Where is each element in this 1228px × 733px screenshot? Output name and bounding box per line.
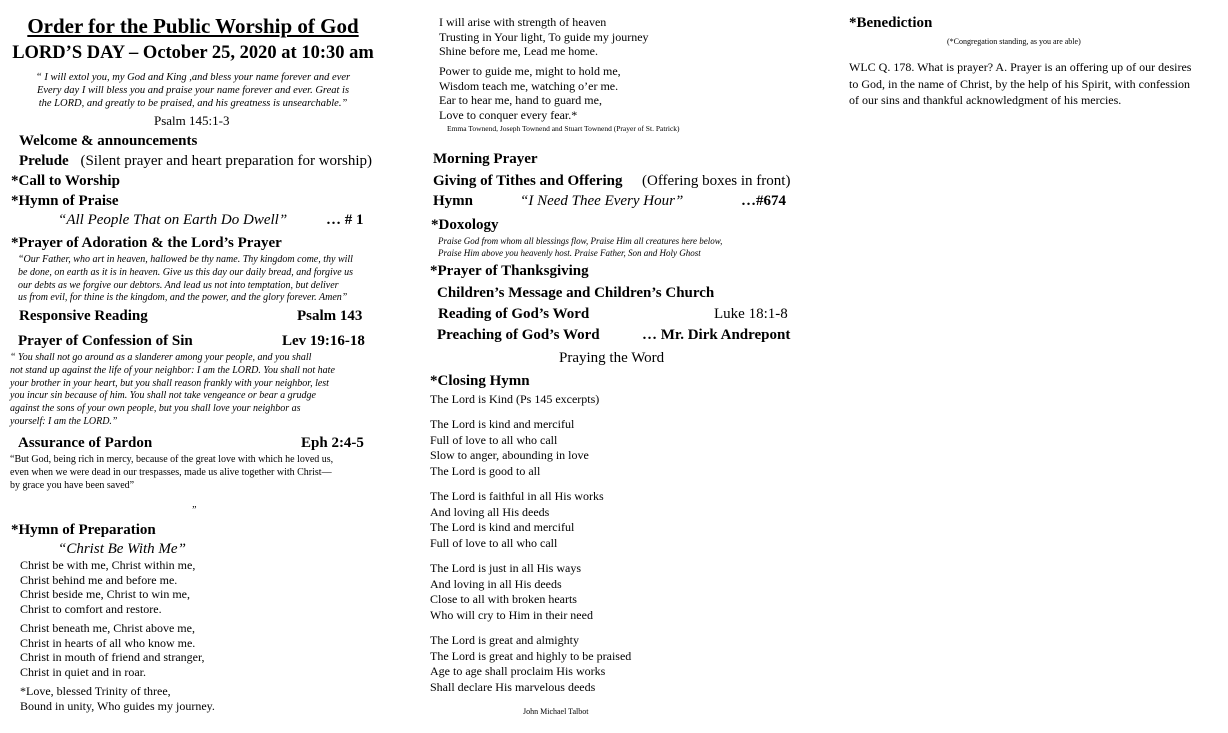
- hymn-title: “I Need Thee Every Hour”: [520, 193, 684, 209]
- tithes-label: Giving of Tithes and Offering: [433, 173, 623, 189]
- verse-line: Trusting in Your light, To guide my journey: [439, 29, 649, 44]
- doxology-text: [438, 236, 722, 259]
- doxology-line: Praise Him above you heavenly host. Praise Father, Son and Holy Ghost: [438, 247, 701, 258]
- hymn-of-preparation-title: “Christ Be With Me”: [58, 541, 186, 557]
- opening-quote: [10, 71, 376, 110]
- welcome-heading: Welcome & announcements: [19, 133, 198, 149]
- confession-line: “ You shall not go around as a slanderer among your people, and you shall: [10, 352, 312, 363]
- verse-line: The Lord is faithful in all His works: [430, 489, 604, 503]
- verse-line: And loving all His deeds: [430, 504, 550, 519]
- verse-line: Christ beneath me, Christ above me,: [20, 621, 195, 635]
- prayer-line: our debts as we forgive our debtors. And lead us not into temptation, but deliver: [18, 279, 339, 291]
- stray-quote-mark: ”: [191, 505, 197, 516]
- verse-line: Shall declare His marvelous deeds: [430, 680, 596, 695]
- verse-line: Christ beside me, Christ to win me,: [20, 587, 190, 601]
- verse-line: Shine before me, Lead me home.: [439, 44, 598, 58]
- hymn-of-praise-title: “All People That on Earth Do Dwell”: [58, 212, 288, 228]
- verse-line: Full of love to all who call: [430, 536, 558, 551]
- morning-prayer-heading: Morning Prayer: [433, 151, 538, 167]
- verse-line: Slow to anger, abounding in love: [430, 448, 589, 463]
- childrens-message: Children’s Message and Children’s Church: [437, 285, 715, 301]
- preaching-label: Preaching of God’s Word: [437, 327, 600, 343]
- prayer-line: “Our Father, who art in heaven, hallowed be thy name. Thy kingdom come, thy will: [18, 254, 353, 265]
- closing-stanza-4: [430, 633, 631, 696]
- pardon-line: by grace you have been saved”: [10, 479, 135, 491]
- wlc-line: of our sins and thankful acknowledgment of his mercies.: [849, 93, 1122, 107]
- praying-the-word: Praying the Word: [559, 350, 665, 366]
- hymn-of-praise-number: … # 1: [326, 212, 364, 228]
- prep-stanza-3: [20, 684, 215, 713]
- middle-column: [420, 0, 820, 733]
- confession-line: not stand up against the life of your neighbor: I am the LORD. You shall not hate: [10, 364, 335, 376]
- hymn-continued-stanza-2: [439, 64, 621, 122]
- hymn-label: Hymn: [433, 193, 474, 209]
- prelude-label: Prelude: [19, 153, 69, 169]
- verse-line: Power to guide me, might to hold me,: [439, 64, 621, 78]
- closing-stanza-1: [430, 417, 589, 480]
- hymn-number: …#674: [741, 193, 786, 209]
- prelude-row: [19, 153, 372, 170]
- closing-hymn-credit: John Michael Talbot: [523, 707, 589, 716]
- pardon-line: even when we were dead in our trespasses, made us alive together with Christ—: [10, 466, 332, 478]
- pardon-text: [10, 454, 333, 492]
- verse-line: Christ behind me and before me.: [20, 572, 178, 587]
- prelude-note: (Silent prayer and heart preparation for worship): [80, 153, 373, 169]
- benediction-heading: *Benediction: [849, 15, 933, 31]
- prep-stanza-2: [20, 621, 204, 679]
- verse-line: Who will cry to Him in their need: [430, 608, 593, 623]
- confession-text: [10, 352, 335, 429]
- adoration-heading: *Prayer of Adoration & the Lord’s Prayer: [11, 235, 282, 251]
- preacher-name: … Mr. Dirk Andrepont: [642, 327, 791, 343]
- verse-line: Full of love to all who call: [430, 432, 558, 447]
- closing-stanza-3: [430, 561, 593, 624]
- verse-line: Ear to hear me, hand to guard me,: [439, 93, 602, 107]
- verse-line: Christ to comfort and restore.: [20, 601, 162, 616]
- confession-label: Prayer of Confession of Sin: [18, 333, 193, 349]
- confession-line: you incur sin because of him. You shall not take vengeance or bear a grudge: [10, 390, 316, 402]
- wlc-line: to God, in the name of Christ, by the help of his Spirit, with confession: [849, 76, 1190, 91]
- left-column: [0, 0, 400, 733]
- prep-stanza-1: [20, 558, 195, 616]
- hymn-continued-stanza-1: [439, 15, 649, 59]
- confession-line: yourself: I am the LORD.”: [10, 415, 118, 427]
- closing-stanza-2: [430, 489, 604, 552]
- doxology-heading: *Doxology: [431, 217, 499, 233]
- closing-hymn-subtitle: The Lord is Kind (Ps 145 excerpts): [430, 392, 600, 406]
- verse-line: The Lord is kind and merciful: [430, 417, 575, 431]
- pardon-line: “But God, being rich in mercy, because of the great love with which he loved us,: [10, 454, 334, 465]
- prayer-line: us from evil, for thine is the kingdom, and the power, and the glory forever. Amen”: [18, 292, 348, 304]
- verse-line: The Lord is good to all: [430, 464, 541, 479]
- confession-line: your brother in your heart, but you shall reason frankly with your neighbor, lest: [10, 377, 329, 389]
- pardon-label: Assurance of Pardon: [18, 435, 153, 451]
- confession-ref: Lev 19:16-18: [282, 333, 365, 349]
- lords-prayer-text: [18, 254, 353, 305]
- verse-line: And loving in all His deeds: [430, 576, 562, 591]
- thanksgiving-heading: *Prayer of Thanksgiving: [430, 263, 589, 279]
- confession-line: against the sons of your own people, but you shall love your neighbor as: [10, 403, 301, 415]
- page-title: Order for the Public Worship of God: [27, 14, 359, 38]
- hymn-of-preparation-label: *Hymn of Preparation: [11, 522, 156, 538]
- verse-line: The Lord is great and highly to be praised: [430, 648, 632, 663]
- responsive-reading-label: Responsive Reading: [19, 308, 148, 324]
- verse-line: *Love, blessed Trinity of three,: [20, 684, 171, 698]
- responsive-reading-ref: Psalm 143: [297, 308, 363, 324]
- hymn-credit: Emma Townend, Joseph Townend and Stuart Townend (Prayer of St. Patrick): [447, 124, 680, 133]
- verse-line: Christ be with me, Christ within me,: [20, 558, 196, 572]
- quote-line: Every day I will bless you and praise your name forever and ever. Great is: [36, 85, 350, 96]
- call-to-worship: *Call to Worship: [11, 173, 120, 189]
- verse-line: Christ in mouth of friend and stranger,: [20, 650, 205, 664]
- service-date: LORD’S DAY – October 25, 2020 at 10:30 am: [12, 43, 374, 63]
- quote-line: “ I will extol you, my God and King ,and bless your name forever and ever: [35, 72, 351, 83]
- verse-line: Christ in hearts of all who know me.: [20, 635, 196, 650]
- standing-note: (*Congregation standing, as you are able): [947, 37, 1081, 46]
- reading-reference: Luke 18:1-8: [714, 306, 788, 322]
- right-column: [840, 0, 1220, 733]
- closing-hymn-heading: *Closing Hymn: [430, 373, 530, 389]
- verse-line: Wisdom teach me, watching o’er me.: [439, 78, 619, 93]
- hymn-of-praise-label: *Hymn of Praise: [11, 193, 119, 209]
- pardon-ref: Eph 2:4-5: [301, 435, 364, 451]
- doxology-line: Praise God from whom all blessings flow, Praise Him all creatures here below,: [438, 236, 723, 246]
- verse-line: Close to all with broken hearts: [430, 592, 577, 607]
- reading-label: Reading of God’s Word: [438, 306, 590, 322]
- opening-reference: Psalm 145:1-3: [154, 113, 230, 128]
- wlc-question: [849, 59, 1191, 109]
- verse-line: I will arise with strength of heaven: [439, 15, 607, 29]
- quote-line: the LORD, and greatly to be praised, and his greatness is unsearchable.”: [38, 98, 348, 109]
- wlc-line: WLC Q. 178. What is prayer? A. Prayer is an offering up of our desires: [849, 60, 1192, 74]
- tithes-note: (Offering boxes in front): [642, 173, 791, 189]
- verse-line: Christ in quiet and in roar.: [20, 664, 146, 679]
- verse-line: The Lord is kind and merciful: [430, 520, 575, 535]
- verse-line: The Lord is just in all His ways: [430, 561, 581, 575]
- verse-line: Age to age shall proclaim His works: [430, 664, 606, 679]
- prayer-line: be done, on earth as it is in heaven. Give us this day our daily bread, and forgive us: [18, 266, 354, 278]
- verse-line: Bound in unity, Who guides my journey.: [20, 698, 215, 713]
- verse-line: Love to conquer every fear.*: [439, 107, 578, 122]
- verse-line: The Lord is great and almighty: [430, 633, 579, 647]
